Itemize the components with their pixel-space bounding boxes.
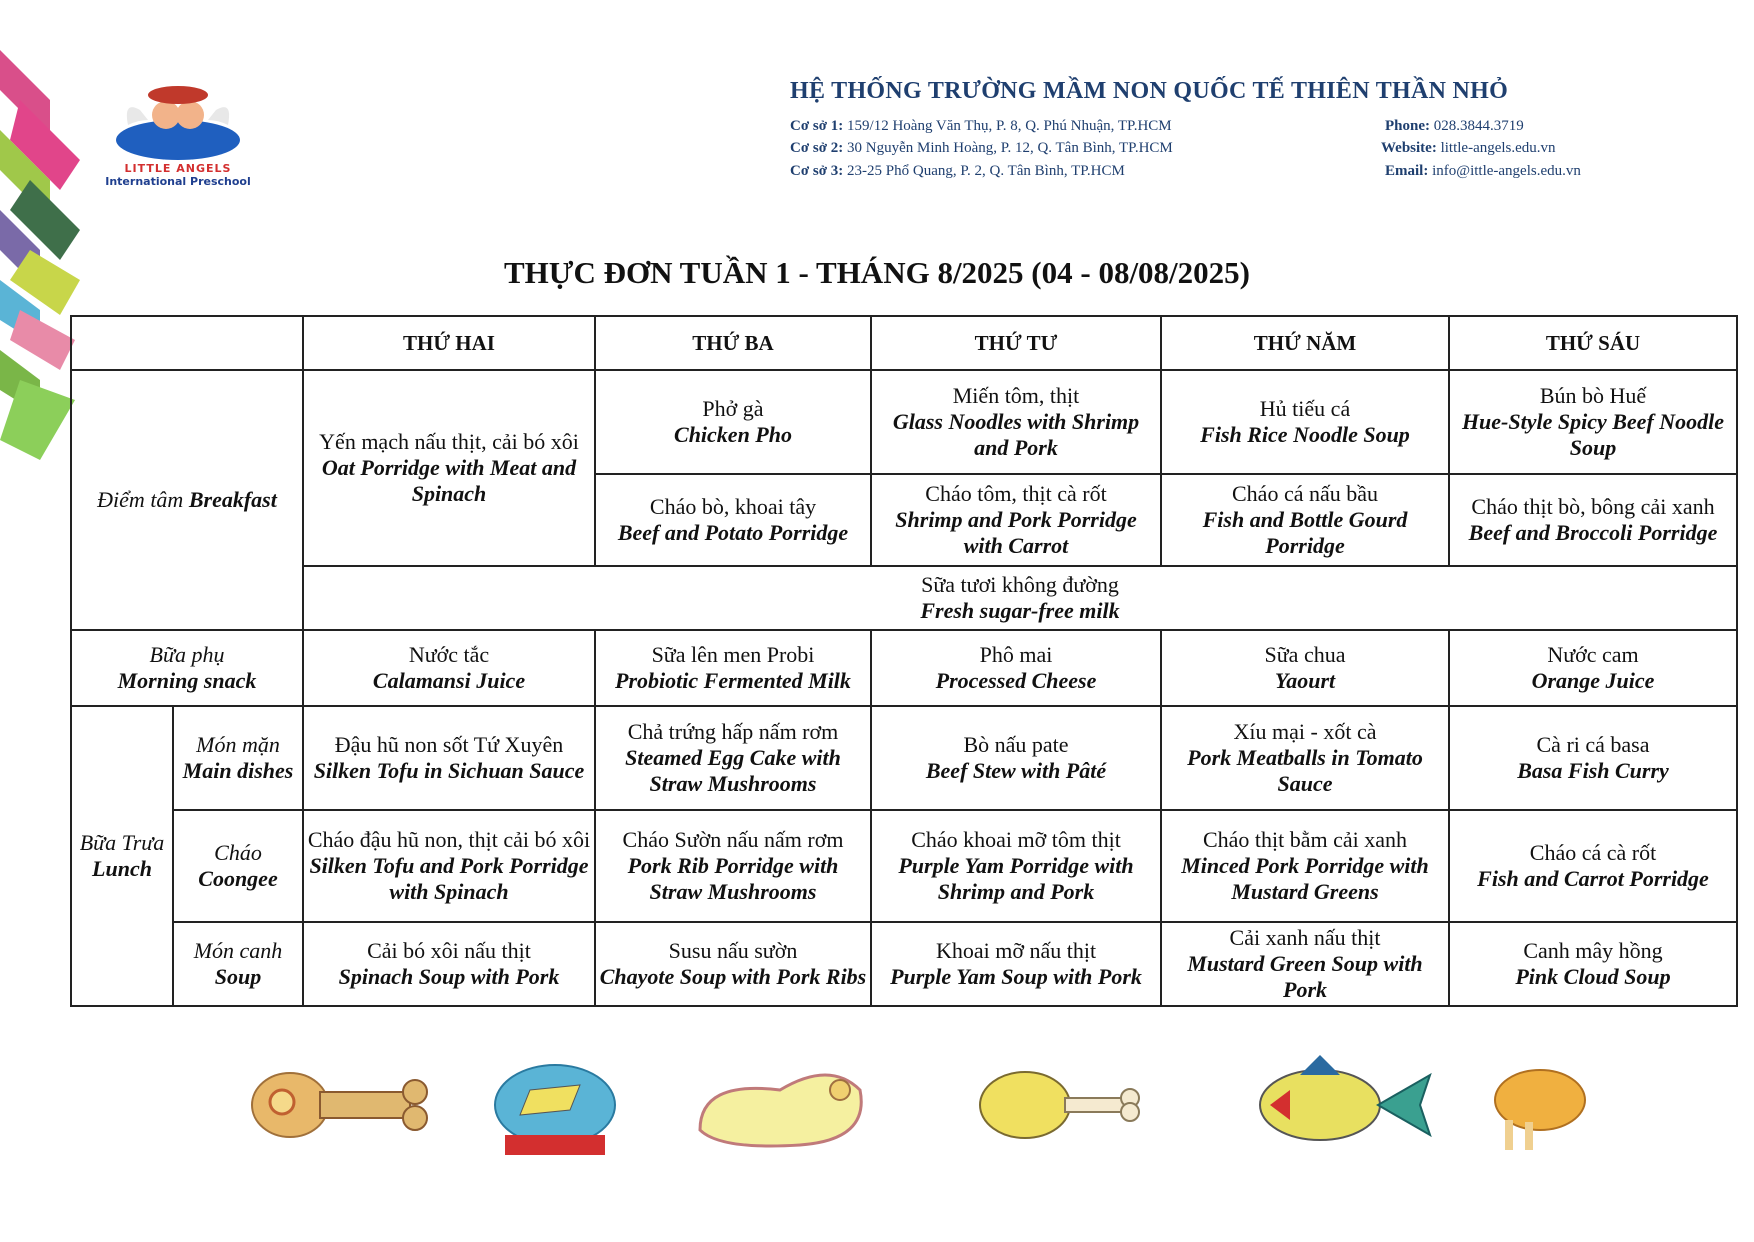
campus-1-address: 159/12 Hoàng Văn Thụ, P. 8, Q. Phú Nhuận, TP.HCM (847, 118, 1172, 134)
weekly-menu-table (70, 315, 1738, 1007)
snack-row (71, 630, 1737, 706)
menu-cell (1161, 706, 1449, 810)
logo-subtitle: International Preschool (105, 175, 251, 188)
dish-vi: Bò nấu pate (963, 732, 1069, 757)
menu-cell (595, 474, 871, 566)
lunch-label-vi: Bữa Trưa (79, 830, 165, 855)
menu-cell (1449, 810, 1737, 922)
fish-fillet-drawing (495, 1065, 615, 1155)
phone-value: 028.3844.3719 (1433, 118, 1524, 134)
menu-cell (595, 630, 871, 706)
menu-cell (1161, 810, 1449, 922)
dish-vi: Cháo bò, khoai tây (649, 494, 817, 519)
dish-vi: Xíu mại - xốt cà (1233, 719, 1377, 744)
dish-vi: Khoai mỡ nấu thịt (935, 938, 1097, 963)
dish-en: Steamed Egg Cake with Straw Mushrooms (625, 745, 841, 796)
dish-en: Silken Tofu and Pork Porridge with Spinach (309, 853, 589, 904)
campus-1 (790, 118, 1172, 135)
dish-en: Hue-Style Spicy Beef Noodle Soup (1461, 409, 1725, 460)
menu-cell (303, 810, 595, 922)
menu-cell (595, 370, 871, 474)
day-header: THỨ TƯ (871, 316, 1161, 370)
menu-cell (1161, 370, 1449, 474)
menu-title: THỰC ĐƠN TUẦN 1 - THÁNG 8/2025 (04 - 08/08/2025) (503, 255, 1250, 290)
dish-vi: Cháo đậu hũ non, thịt cải bó xôi (307, 827, 591, 852)
dish-vi: Phở gà (702, 396, 764, 421)
phone (1385, 118, 1524, 135)
dish-en: Oat Porridge with Meat and Spinach (321, 455, 577, 506)
school-name: HỆ THỐNG TRƯỜNG MẦM NON QUỐC TẾ THIÊN THẦN NHỎ (790, 78, 1509, 104)
dish-vi: Nước tắc (408, 642, 490, 667)
dish-en: Pork Meatballs in Tomato Sauce (1187, 745, 1423, 796)
dish-en: Fish and Carrot Porridge (1477, 866, 1709, 891)
dish-en: Pork Rib Porridge with Straw Mushrooms (627, 853, 839, 904)
menu-cell (303, 370, 595, 566)
breakfast-label-vi: Điểm tâm (97, 487, 184, 512)
dish-en: Calamansi Juice (372, 668, 526, 693)
dish-en: Probiotic Fermented Milk (615, 668, 851, 693)
dish-en: Basa Fish Curry (1517, 758, 1669, 783)
menu-cell (871, 370, 1161, 474)
congee-label (173, 810, 303, 922)
snack-label (71, 630, 303, 706)
email-label: Email: (1385, 163, 1429, 179)
soup-label-en: Soup (214, 964, 262, 989)
steak-drawing (700, 1075, 861, 1146)
menu-cell (871, 922, 1161, 1006)
dish-en: Orange Juice (1531, 668, 1655, 693)
menu-cell (871, 810, 1161, 922)
dish-vi: Yến mạch nấu thịt, cải bó xôi (319, 429, 579, 454)
website-label: Website: (1381, 140, 1437, 156)
breakfast-row-1 (71, 370, 1737, 474)
campus-3 (790, 163, 1125, 180)
dish-en: Purple Yam Soup with Pork (890, 964, 1142, 989)
breakfast-milk-row (71, 566, 1737, 630)
dish-vi: Hủ tiếu cá (1259, 396, 1351, 421)
table-header-row (71, 316, 1737, 370)
dish-en: Fish and Bottle Gourd Porridge (1202, 507, 1408, 558)
menu-cell (595, 922, 871, 1006)
dish-vi: Cháo cá nấu bầu (1232, 481, 1378, 506)
dish-vi: Cháo khoai mỡ tôm thịt (911, 827, 1121, 852)
milk-cell (303, 566, 1737, 630)
dish-vi: Đậu hũ non sốt Tứ Xuyên (334, 732, 564, 757)
dish-vi: Chả trứng hấp nấm rơm (627, 719, 839, 744)
dish-vi: Cháo tôm, thịt cà rốt (925, 481, 1107, 506)
menu-cell (1449, 922, 1737, 1006)
congee-label-vi: Cháo (214, 840, 262, 865)
campus-3-label: Cơ sở 3: (790, 163, 844, 179)
breakfast-label (71, 370, 303, 630)
phone-label: Phone: (1385, 118, 1430, 134)
dish-en: Beef Stew with Pâté (925, 758, 1107, 783)
dish-en: Mustard Green Soup with Pork (1187, 951, 1423, 1002)
dish-en: Fish Rice Noodle Soup (1200, 422, 1410, 447)
campus-2-label: Cơ sở 2: (790, 140, 844, 156)
dish-vi: Phô mai (979, 642, 1053, 667)
dish-vi: Bún bò Huế (1539, 383, 1647, 408)
menu-cell (1161, 922, 1449, 1006)
day-header: THỨ SÁU (1449, 316, 1737, 370)
menu-cell (595, 810, 871, 922)
dish-vi: Nước cam (1547, 642, 1639, 667)
campus-3-address: 23-25 Phổ Quang, P. 2, Q. Tân Bình, TP.HCM (847, 163, 1125, 179)
dish-vi: Cháo cá cà rốt (1529, 840, 1657, 865)
menu-cell (871, 474, 1161, 566)
breakfast-label-en: Breakfast (188, 487, 277, 512)
snack-label-en: Morning snack (117, 668, 257, 693)
menu-cell (303, 922, 595, 1006)
website-value[interactable]: little-angels.edu.vn (1440, 140, 1556, 156)
milk-vi: Sữa tươi không đường (921, 572, 1119, 597)
dish-en: Shrimp and Pork Porridge with Carrot (895, 507, 1137, 558)
dish-en: Pink Cloud Soup (1515, 964, 1671, 989)
day-header: THỨ HAI (303, 316, 595, 370)
dish-vi: Sữa chua (1264, 642, 1346, 667)
soup-label (173, 922, 303, 1006)
dish-en: Purple Yam Porridge with Shrimp and Pork (898, 853, 1134, 904)
menu-cell (1161, 474, 1449, 566)
menu-cell (303, 706, 595, 810)
snack-label-vi: Bữa phụ (149, 642, 225, 667)
dish-en: Glass Noodles with Shrimp and Pork (892, 409, 1140, 460)
dish-en: Yaourt (1274, 668, 1336, 693)
fish-drawing (1260, 1055, 1430, 1140)
dish-vi: Canh mây hồng (1523, 938, 1663, 963)
dish-vi: Cải xanh nấu thịt (1229, 925, 1381, 950)
dish-en: Minced Pork Porridge with Mustard Greens (1181, 853, 1429, 904)
dish-en: Chicken Pho (674, 422, 792, 447)
main-label (173, 706, 303, 810)
menu-cell (1449, 706, 1737, 810)
dish-vi: Cháo Sườn nấu nấm rơm (622, 827, 844, 852)
website (1381, 140, 1556, 157)
menu-cell (1161, 630, 1449, 706)
school-header (790, 78, 1690, 105)
dish-en: Beef and Broccoli Porridge (1468, 520, 1718, 545)
soup-label-vi: Món canh (193, 938, 283, 963)
dish-vi: Miến tôm, thịt (952, 383, 1080, 408)
dish-vi: Cháo thịt bằm cải xanh (1202, 827, 1408, 852)
logo-name: LITTLE ANGELS (124, 162, 232, 175)
lunch-soup-row (71, 922, 1737, 1006)
email-value[interactable]: info@ittle-angels.edu.vn (1432, 163, 1581, 179)
corner-cell (71, 316, 303, 370)
day-header: THỨ NĂM (1161, 316, 1449, 370)
lunch-congee-row (71, 810, 1737, 922)
chicken-leg-drawing (980, 1072, 1139, 1138)
menu-cell (871, 630, 1161, 706)
dish-vi: Susu nấu sườn (668, 938, 798, 963)
milk-en: Fresh sugar-free milk (920, 598, 1120, 623)
dish-vi: Sữa lên men Probi (651, 642, 815, 667)
main-label-en: Main dishes (182, 758, 294, 783)
campus-2-address: 30 Nguyễn Minh Hoàng, P. 12, Q. Tân Bình, TP.HCM (847, 140, 1173, 156)
roast-chicken-drawing (1495, 1070, 1585, 1150)
dish-en: Processed Cheese (935, 668, 1097, 693)
school-logo (98, 70, 258, 195)
logo-graphic (98, 70, 258, 162)
campus-1-label: Cơ sở 1: (790, 118, 844, 134)
dish-en: Spinach Soup with Pork (338, 964, 560, 989)
drumstick-drawing (252, 1073, 427, 1137)
food-drawings (0, 1050, 1754, 1170)
lunch-main-row (71, 706, 1737, 810)
lunch-label-en: Lunch (92, 856, 152, 881)
dish-en: Chayote Soup with Pork Ribs (599, 964, 867, 989)
menu-cell (871, 706, 1161, 810)
menu-cell (595, 706, 871, 810)
campus-2 (790, 140, 1173, 157)
day-header: THỨ BA (595, 316, 871, 370)
dish-en: Silken Tofu in Sichuan Sauce (313, 758, 585, 783)
dish-vi: Cà ri cá basa (1536, 732, 1650, 757)
dish-vi: Cải bó xôi nấu thịt (367, 938, 531, 963)
dish-en: Beef and Potato Porridge (617, 520, 849, 545)
menu-cell (1449, 474, 1737, 566)
dish-vi: Cháo thịt bò, bông cải xanh (1471, 494, 1715, 519)
lunch-label (71, 706, 173, 1006)
menu-cell (1449, 370, 1737, 474)
email (1385, 163, 1581, 180)
menu-cell (1449, 630, 1737, 706)
main-label-vi: Món mặn (196, 732, 280, 757)
congee-label-en: Coongee (198, 866, 278, 891)
menu-cell (303, 630, 595, 706)
